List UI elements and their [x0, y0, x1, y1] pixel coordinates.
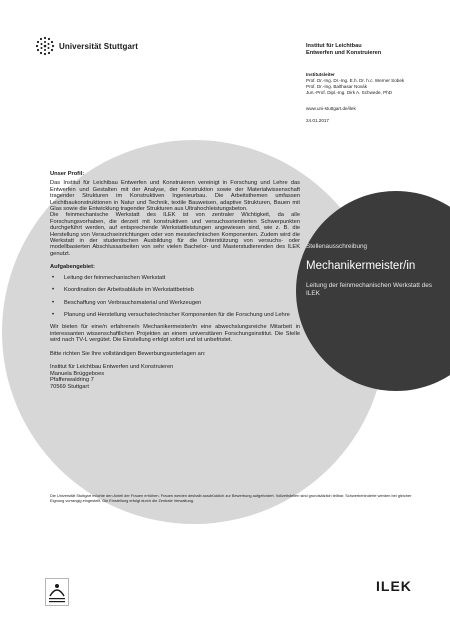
application-instruction: Bitte richten Sie Ihre vollständigen Bewerbungsunterlagen an: [50, 350, 206, 357]
list-item [50, 275, 300, 281]
ilek-logo: ILEK [376, 578, 412, 594]
bullet-icon: • [52, 274, 55, 281]
institute-leadership [306, 72, 446, 96]
postal-address [50, 364, 300, 390]
university-name: Universität Stuttgart [59, 41, 138, 51]
bullet-icon: • [52, 299, 55, 306]
task-text: Planung und Herstellung versuchstechnischer Komponenten für die Forschung und Lehre [64, 311, 290, 318]
address-line: Institut für Leichtbau Entwerfen und Konstruieren [50, 363, 174, 370]
task-text: Koordination der Arbeitsabläufe im Werkstattbetrieb [64, 287, 194, 294]
university-logo [35, 36, 195, 56]
ad-kicker: Stellenausschreibung [306, 243, 368, 250]
job-title: Mechanikermeister/in [306, 260, 416, 272]
leader-name: Jun.-Prof. Dipl.-Ing. Dirk A. Schwede, PhD [306, 90, 393, 95]
institute-name [306, 43, 446, 57]
job-description [50, 171, 300, 390]
offer-paragraph: Wir bieten für eine/n erfahrene/n Mechanikermeister/in eine abwechslungsreiche Mitarbeit in interessanten wissenschaftlichen Projekten an einem universitären Forschungsinstitut. Die Stelle wird nach TV-L vergütet. Die Einstellung erfolgt sofort und ist unbefristet. [50, 324, 300, 344]
task-text: Leitung der feinmechanischen Werkstatt [64, 274, 166, 281]
university-seal-icon [35, 36, 55, 56]
leader-name: Prof. Dr.-Ing. Dr.-Ing. E.h. Dr. h.c. Werner Sobek [306, 78, 405, 83]
job-subtitle: Leitung der feinmechanischen Werkstatt des ILEK [306, 282, 432, 297]
task-text: Beschaffung von Verbrauchsmaterial und Werkzeugen [64, 299, 202, 306]
family-audit-badge-icon [45, 578, 69, 606]
leadership-heading: Institutsleiter [306, 72, 335, 77]
list-item [50, 300, 300, 306]
leader-name: Prof. Dr.-Ing. Balthasar Novák [306, 84, 368, 89]
bullet-icon: • [52, 287, 55, 294]
tasks-list [50, 275, 300, 319]
website-link[interactable]: www.uni-stuttgart.de/ilek [306, 106, 356, 111]
profile-heading: Unser Profil: [50, 171, 85, 177]
address-line: 70569 Stuttgart [50, 383, 89, 390]
institute-line-1: Institut für Leichtbau [306, 43, 362, 49]
address-line: Manuela Brüggeboes [50, 370, 105, 377]
list-item [50, 312, 300, 318]
document-date: 24.01.2017 [306, 118, 329, 123]
profile-paragraph: Die feinmechanische Werkstatt des ILEK ist von zentraler Wichtigkeit, da alle Forschungsvorhaben, die derzeit mit konstruktiven und versuchsorientierten Schwerpunkten durchgeführt werden, auf entsprechende Werkstattleistungen angewiesen sind, wie z. B. die Herstellung von Versuchseinrichtungen oder von messtechnischen Komponenten. Zudem wird die Werkstatt in der studentischen Ausbildung für die Unterstützung von versuchs- oder modellbasierten Abschlussarbeiten von sehr vielen Bachelor- und Masterstudierenden des ILEK genutzt. [50, 212, 300, 257]
tasks-heading: Aufgabengebiet: [50, 264, 95, 271]
bullet-icon: • [52, 311, 55, 318]
equal-opportunity-note: Die Universität Stuttgart möchte den Anteil der Frauen erhöhen. Frauen werden deshalb ausdrücklich zur Bewerbung aufgefordert. Vollzeitstellen sind grundsätzlich teilbar. Schwerbehinderte werden bei gleicher Eignung vorrangig eingestellt. Die Einstellung erfolgt durch die Zentrale Verwaltung. [50, 493, 412, 503]
address-line: Pfaffenwaldring 7 [50, 377, 94, 384]
list-item [50, 287, 300, 293]
institute-line-2: Entwerfen und Konstruieren [306, 50, 382, 57]
profile-paragraph: Das Institut für Leichtbau Entwerfen und Konstruieren vereinigt in Forschung und Lehre das Entwerfen und Gestalten mit der Analyse, der Konstruktion sowie der Materialwissenschaft tragender Strukturen im Konstruktiven Ingenieurbau. Die Arbeitsthemen umfassen Leichtbaukonstruktionen in Natur und Technik, textile Bauweisen, adaptive Strukturen, Bauen mit Glas sowie die Entwicklung tragender Strukturen aus Ultrahochleistungsbeton. [50, 180, 300, 213]
